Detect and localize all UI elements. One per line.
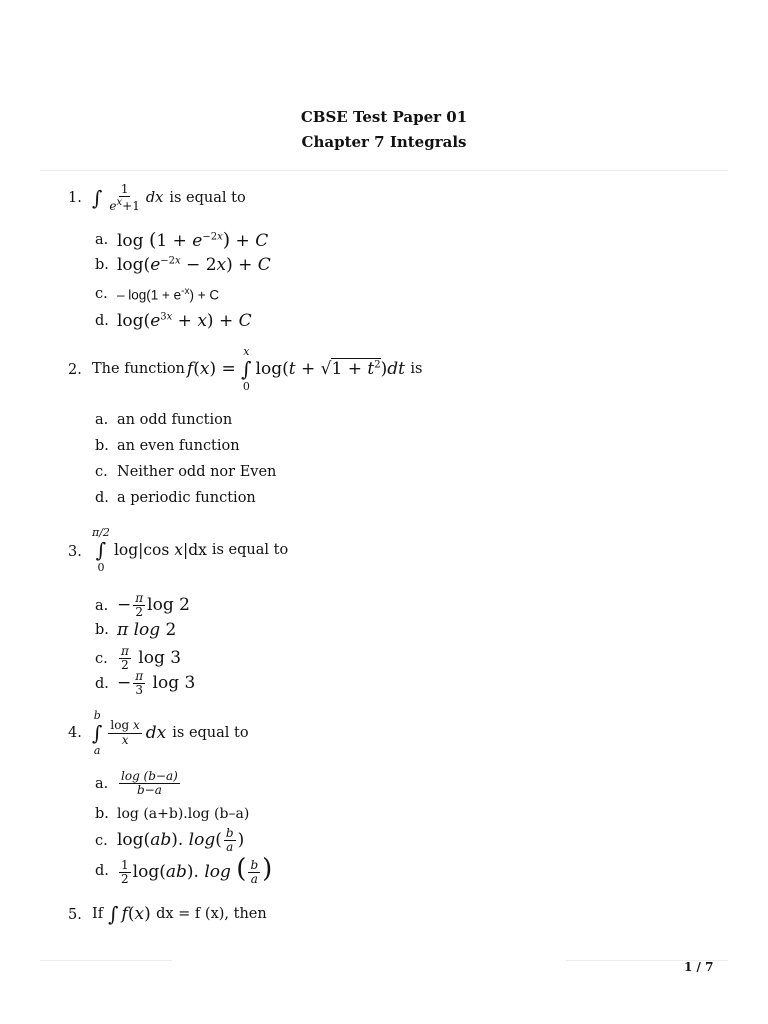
option-label: a. <box>95 597 109 614</box>
integral-with-limits: π/2 ∫ 0 <box>92 526 110 574</box>
question-4-option-a[interactable] <box>95 770 182 797</box>
integral-with-limits: x ∫ 0 <box>241 345 252 393</box>
integral-sign: ∫ <box>108 902 119 926</box>
option-label: d. <box>95 863 109 880</box>
option-text: $\frac{1}{2}$ log(ab). log ( $\frac{b}{a}$ ) <box>121 854 273 886</box>
question-1-text: is equal to <box>169 190 246 207</box>
question-2-option-a[interactable] <box>95 412 232 428</box>
question-2-option-d[interactable] <box>95 490 256 506</box>
question-3-stem: π/2 ∫ 0 log|cos x|dx is equal to <box>92 526 289 574</box>
question-2-option-c[interactable] <box>95 464 276 480</box>
question-1-number: 1. <box>68 190 82 206</box>
option-label: d. <box>95 490 109 506</box>
question-3-option-d[interactable] <box>95 670 195 697</box>
question-5-stem: If ∫ f(x) dx = f (x), then <box>92 902 267 926</box>
option-text: $\log (1 + e^{-2x}) + C$ <box>117 229 269 251</box>
question-1-option-d[interactable] <box>95 311 252 331</box>
option-text: $\frac{\pi}{2}$ log 3 <box>121 644 182 673</box>
question-4-option-b[interactable] <box>95 806 249 822</box>
option-label: b. <box>95 622 109 638</box>
option-text: an even function <box>117 438 240 454</box>
option-label: a. <box>95 775 109 792</box>
option-label: b. <box>95 257 109 273</box>
footer-divider-left <box>40 960 172 961</box>
question-4-fraction: $\frac{\text{log x}}{x}$ <box>110 718 140 747</box>
question-2-text-before: The function <box>92 361 185 377</box>
option-text: Neither odd nor Even <box>117 464 277 480</box>
question-2-number: 2. <box>68 362 82 378</box>
option-text: π log 2 <box>117 620 177 640</box>
option-label: b. <box>95 806 109 822</box>
question-4-text: is equal to <box>172 725 249 741</box>
question-3-text: is equal to <box>211 542 289 558</box>
question-4-number: 4. <box>68 725 82 741</box>
integral-with-limits: b ∫ a <box>92 709 103 757</box>
option-text: a periodic function <box>117 490 256 506</box>
option-label: a. <box>95 412 109 428</box>
option-text: $\log(e^{-2x} - 2x) + C$ <box>117 255 271 275</box>
option-label: d. <box>95 313 109 329</box>
option-text: log(ab). log( $\frac{b}{a}$ ) <box>117 826 245 855</box>
question-3-option-a[interactable] <box>95 592 190 619</box>
question-2-text-after: is <box>410 361 423 377</box>
question-4-option-c[interactable] <box>95 827 244 854</box>
question-1-option-a[interactable] <box>95 229 268 251</box>
question-5-text-before: If <box>92 906 104 922</box>
option-label: c. <box>95 832 108 849</box>
option-text: – $\log(1 + e^{-x}) + C$ <box>117 286 220 303</box>
option-text: − $\frac{\pi}{3}$ log 3 <box>117 669 196 698</box>
question-4-option-d[interactable] <box>95 856 272 886</box>
question-1-option-b[interactable] <box>95 255 271 275</box>
option-text: − $\frac{\pi}{2}$ log 2 <box>117 591 190 620</box>
question-2-stem: The function f(x) = x ∫ 0 $\log(t + √1 + t^2)dt$ is <box>92 345 423 393</box>
option-text: $\log(e^{3x} + x) + C$ <box>117 311 252 331</box>
question-4-stem: b ∫ a $\frac{\text{log x}}{x}$ dx is equal to <box>92 709 249 757</box>
option-label: c. <box>95 464 108 480</box>
page-number: 1 / 7 <box>684 960 714 974</box>
header-divider <box>40 170 728 171</box>
option-label: a. <box>95 232 109 248</box>
question-5-text-after: dx = f (x), then <box>156 906 267 922</box>
option-text: $\frac{\log (b-a)}{b-a}$ <box>121 769 178 798</box>
option-text: an odd function <box>117 412 233 428</box>
question-1-fraction: $\frac{1}{e^x+1}$ <box>109 182 140 214</box>
page-title: CBSE Test Paper 01 <box>300 108 468 126</box>
question-3-option-b[interactable] <box>95 620 176 640</box>
question-1-option-c[interactable] <box>95 286 219 303</box>
option-text: log (a+b).log (b–a) <box>117 806 250 822</box>
chapter-title: Chapter 7 Integrals <box>301 133 467 151</box>
question-1-stem: ∫ $\frac{1}{e^x+1}$ dx is equal to <box>92 182 246 214</box>
question-3-number: 3. <box>68 544 82 560</box>
question-5-number: 5. <box>68 907 82 923</box>
option-label: d. <box>95 675 109 692</box>
option-label: b. <box>95 438 109 454</box>
option-label: c. <box>95 286 108 303</box>
integral-sign: ∫ <box>92 186 103 211</box>
option-label: c. <box>95 650 108 667</box>
question-2-option-b[interactable] <box>95 438 240 454</box>
